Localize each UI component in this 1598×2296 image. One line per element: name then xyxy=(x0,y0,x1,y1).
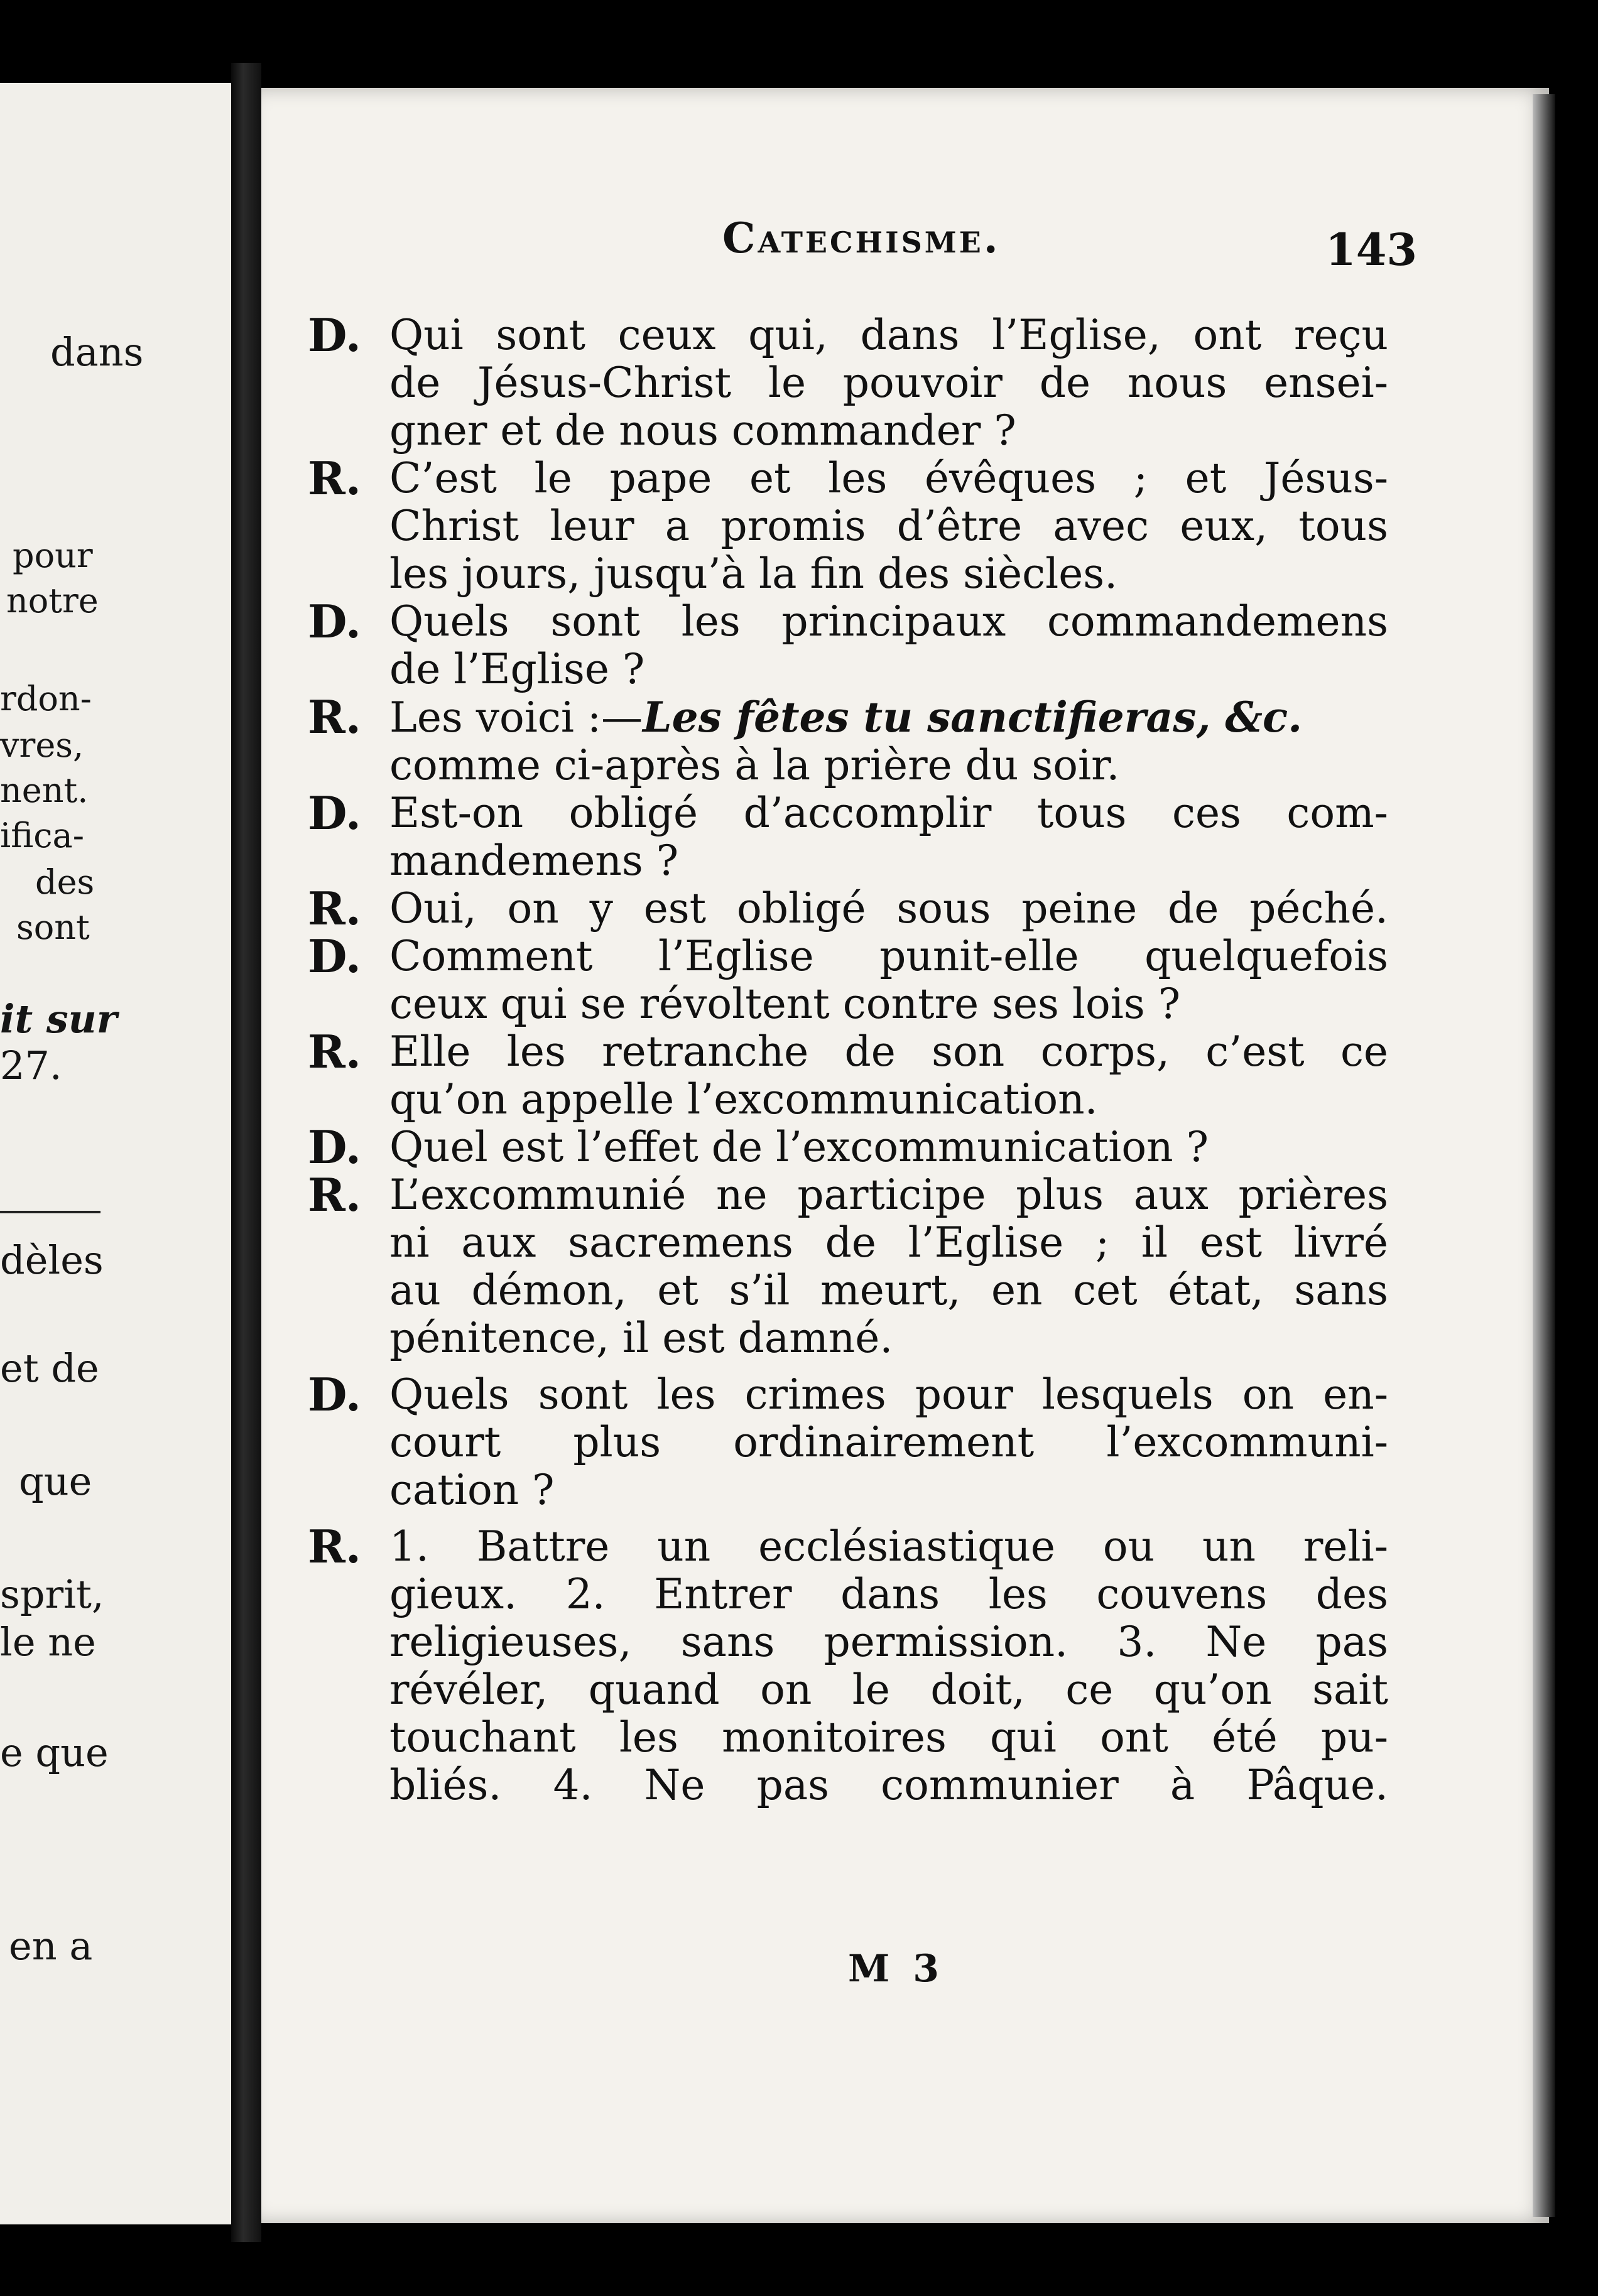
left-fragment: rdon- xyxy=(0,679,92,718)
left-fragment: notre xyxy=(6,581,99,620)
text-line: comme ci-après à la prière du soir. xyxy=(389,741,1120,789)
text-line: Les voici :— xyxy=(389,693,643,742)
text-line: de Jésus-Christ le pouvoir de nous ensei- xyxy=(389,359,1388,407)
answer-label: R. xyxy=(308,882,361,935)
text-line: ceux qui se révoltent contre ses lois ? xyxy=(389,980,1181,1028)
question-entry xyxy=(308,929,1388,1028)
left-fragment: et de xyxy=(0,1345,99,1391)
question-label: D. xyxy=(308,1368,361,1421)
text-line: gieux. 2. Entrer dans les couvens des xyxy=(389,1570,1388,1618)
left-fragment: vres, xyxy=(0,725,84,765)
text-line: Christ leur a promis d’être avec eux, tous xyxy=(389,502,1388,550)
text-line: gner et de nous commander ? xyxy=(389,406,1016,455)
answer-label: R. xyxy=(308,452,361,505)
text-line: Comment l’Eglise punit-elle quelquefois xyxy=(389,932,1388,980)
running-head: Catechisme. xyxy=(722,214,1001,263)
book-gutter xyxy=(231,63,261,2242)
text-line: qu’on appelle l’excommunication. xyxy=(389,1075,1098,1124)
text-line: Quels sont les crimes pour lesquels on en- xyxy=(389,1370,1388,1419)
left-fragment: en a xyxy=(9,1923,93,1969)
question-entry xyxy=(308,786,1388,885)
text-line: Elle les retranche de son corps, c’est ce xyxy=(389,1027,1388,1076)
text-line: L’excommunié ne participe plus aux prières xyxy=(389,1171,1388,1219)
answer-label: R. xyxy=(308,1520,361,1573)
left-fragment: sprit, xyxy=(0,1571,104,1617)
text-line: court plus ordinairement l’excommuni- xyxy=(389,1418,1388,1466)
left-fragment: 27. xyxy=(0,1042,62,1088)
left-fragment: dèles xyxy=(0,1237,104,1283)
answer-entry xyxy=(308,882,1388,935)
text-line: Quels sont les principaux commandemens xyxy=(389,597,1388,646)
answer-entry xyxy=(308,1520,1388,1809)
left-fragment: pour xyxy=(13,536,93,575)
signature-mark: M 3 xyxy=(848,1947,945,1991)
left-fragment: it sur xyxy=(0,996,117,1042)
question-label: D. xyxy=(308,786,361,840)
left-fragment: e que xyxy=(0,1730,109,1775)
question-entry xyxy=(308,1368,1388,1514)
text-line: révéler, quand on le doit, ce qu’on sait xyxy=(389,1665,1388,1714)
text-line: religieuses, sans permission. 3. Ne pas xyxy=(389,1618,1388,1666)
text-line: C’est le pape et les évêques ; et Jésus- xyxy=(389,454,1388,502)
commandment-quote: Les fêtes tu sanctifieras, &c. xyxy=(643,693,1303,742)
answer-entry xyxy=(308,452,1388,598)
catechism-text xyxy=(308,308,1388,1809)
left-divider xyxy=(0,1211,101,1213)
left-fragment: sont xyxy=(16,907,90,947)
text-line: Quel est l’effet de l’excommunication ? xyxy=(389,1123,1209,1171)
question-entry xyxy=(308,595,1388,693)
left-fragment: nent. xyxy=(0,771,89,810)
question-label: D. xyxy=(308,595,361,648)
answer-label: R. xyxy=(308,1168,361,1221)
page-edge xyxy=(1533,94,1555,2217)
left-fragment: que xyxy=(19,1458,92,1504)
answer-label: R. xyxy=(308,1025,361,1078)
text-line: cation ? xyxy=(389,1466,555,1514)
left-fragment: ifica- xyxy=(0,816,84,855)
question-entry xyxy=(308,1120,1388,1174)
answer-entry xyxy=(308,1025,1388,1124)
left-facing-page xyxy=(0,83,231,2224)
text-line: Qui sont ceux qui, dans l’Eglise, ont reçu xyxy=(389,311,1388,359)
text-line: Oui, on y est obligé sous peine de péché. xyxy=(389,884,1388,933)
text-line: pénitence, il est damné. xyxy=(389,1314,893,1362)
left-fragment: des xyxy=(35,862,95,902)
text-line: les jours, jusqu’à la fin des siècles. xyxy=(389,550,1118,598)
left-fragment: le ne xyxy=(0,1619,96,1665)
question-label: D. xyxy=(308,929,361,983)
text-line: mandemens ? xyxy=(389,837,679,885)
text-line: au démon, et s’il meurt, en cet état, sans xyxy=(389,1266,1388,1314)
text-line: 1. Battre un ecclésiastique ou un reli- xyxy=(389,1522,1388,1571)
answer-label: R. xyxy=(308,690,361,744)
text-line: touchant les monitoires qui ont été pu- xyxy=(389,1713,1388,1762)
question-label: D. xyxy=(308,308,361,362)
answer-entry xyxy=(308,1168,1388,1362)
left-fragment: dans xyxy=(50,329,144,375)
text-line: bliés. 4. Ne pas communier à Pâque. xyxy=(389,1761,1388,1809)
page-number: 143 xyxy=(1325,224,1418,276)
text-line: de l’Eglise ? xyxy=(389,645,645,693)
answer-entry xyxy=(308,690,1388,789)
question-entry xyxy=(308,308,1388,455)
question-label: D. xyxy=(308,1120,361,1174)
text-line: ni aux sacremens de l’Eglise ; il est livré xyxy=(389,1218,1388,1267)
text-line: Est-on obligé d’accomplir tous ces com- xyxy=(389,789,1388,837)
